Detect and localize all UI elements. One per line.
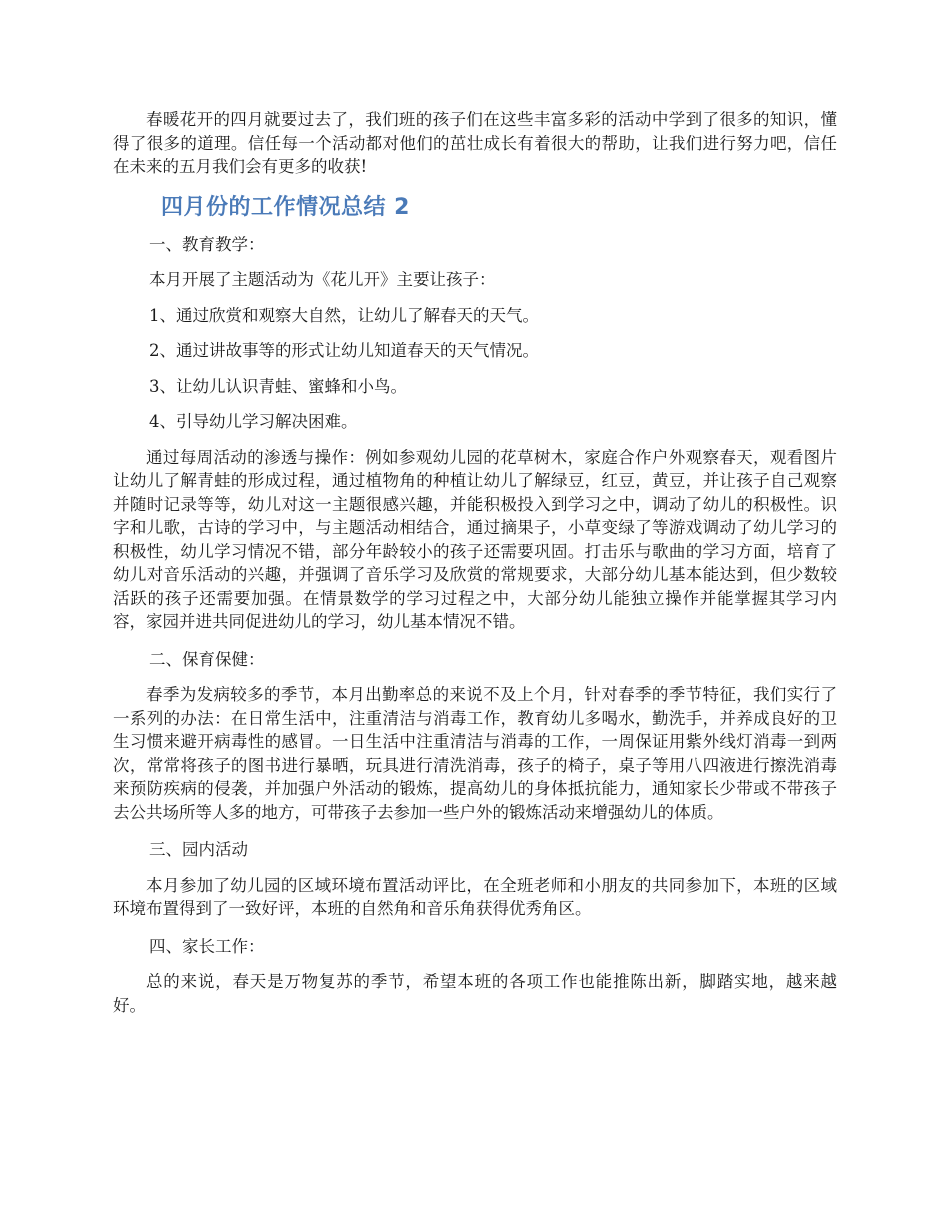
goal-item-3: 3、让幼儿认识青蛙、蜜蜂和小鸟。 — [149, 376, 407, 396]
document-body — [113, 108, 837, 1031]
document-title: 四月份的工作情况总结 2 — [161, 194, 410, 220]
goal-item-1: 1、通过欣赏和观察大自然，让幼儿了解春天的天气。 — [149, 305, 539, 325]
parents-body-paragraph: 总的来说，春天是万物复苏的季节，希望本班的各项工作也能推陈出新，脚踏实地，越来越好。 — [113, 972, 837, 1015]
section-heading-parents: 四、家长工作： — [149, 936, 265, 956]
section-heading-education: 一、教育教学： — [149, 234, 265, 254]
section-heading-health: 二、保育保健： — [149, 649, 265, 669]
goal-item-4: 4、引导幼儿学习解决困难。 — [149, 412, 358, 431]
section-heading-activities: 三、园内活动 — [149, 840, 248, 859]
health-body-paragraph: 春季为发病较多的季节，本月出勤率总的来说不及上个月，针对春季的季节特征，我们实行了一系列的办法：在日常生活中，注重清洁与消毒工作，教育幼儿多喝水，勤洗手，并养成良好的卫生习惯来避开病毒性的感冒。一日生活中注重清洁与消毒的工作，一周保证用紫外线灯消毒一到两次，常常将孩子的图书进行暴晒，玩具进行清洗消毒，孩子的椅子，桌子等用八四液进行擦洗消毒来预防疾病的侵袭，并加强户外活动的锻炼，提高幼儿的身体抵抗能力，通知家长少带或不带孩子去公共场所等人多的地方，可带孩子去参加一些户外的锻炼活动来增强幼儿的体质。 — [113, 685, 837, 822]
intro-paragraph: 春暖花开的四月就要过去了，我们班的孩子们在这些丰富多彩的活动中学到了很多的知识，懂得了很多的道理。信任每一个活动都对他们的茁壮成长有着很大的帮助，让我们进行努力吧，信任在未来的五月我们会有更多的收获! — [113, 110, 837, 176]
goal-item-2: 2、通过讲故事等的形式让幼儿知道春天的天气情况。 — [149, 341, 539, 360]
activities-body-paragraph: 本月参加了幼儿园的区域环境布置活动评比，在全班老师和小朋友的共同参加下，本班的区域环境布置得到了一致好评，本班的自然角和音乐角获得优秀角区。 — [113, 875, 837, 918]
education-body-paragraph: 通过每周活动的渗透与操作：例如参观幼儿园的花草树木，家庭合作户外观察春天，观看图片让幼儿了解青蛙的形成过程，通过植物角的种植让幼儿了解绿豆，红豆，黄豆，并让孩子自己观察并随时记录等等，幼儿对这一主题很感兴趣，并能积极投入到学习之中，调动了幼儿的积极性。识字和儿歌，古诗的学习中，与主题活动相结合，通过摘果子，小草变绿了等游戏调动了幼儿学习的积极性，幼儿学习情况不错，部分年龄较小的孩子还需要巩固。打击乐与歌曲的学习方面，培育了幼儿对音乐活动的兴趣，并强调了音乐学习及欣赏的常规要求，大部分幼儿基本能达到，但少数较活跃的孩子还需要加强。在情景数学的学习过程之中，大部分幼儿能独立操作并能掌握其学习内容，家园并进共同促进幼儿的学习，幼儿基本情况不错。 — [113, 447, 837, 631]
section-intro-education: 本月开展了主题活动为《花儿开》主要让孩子： — [149, 270, 496, 289]
